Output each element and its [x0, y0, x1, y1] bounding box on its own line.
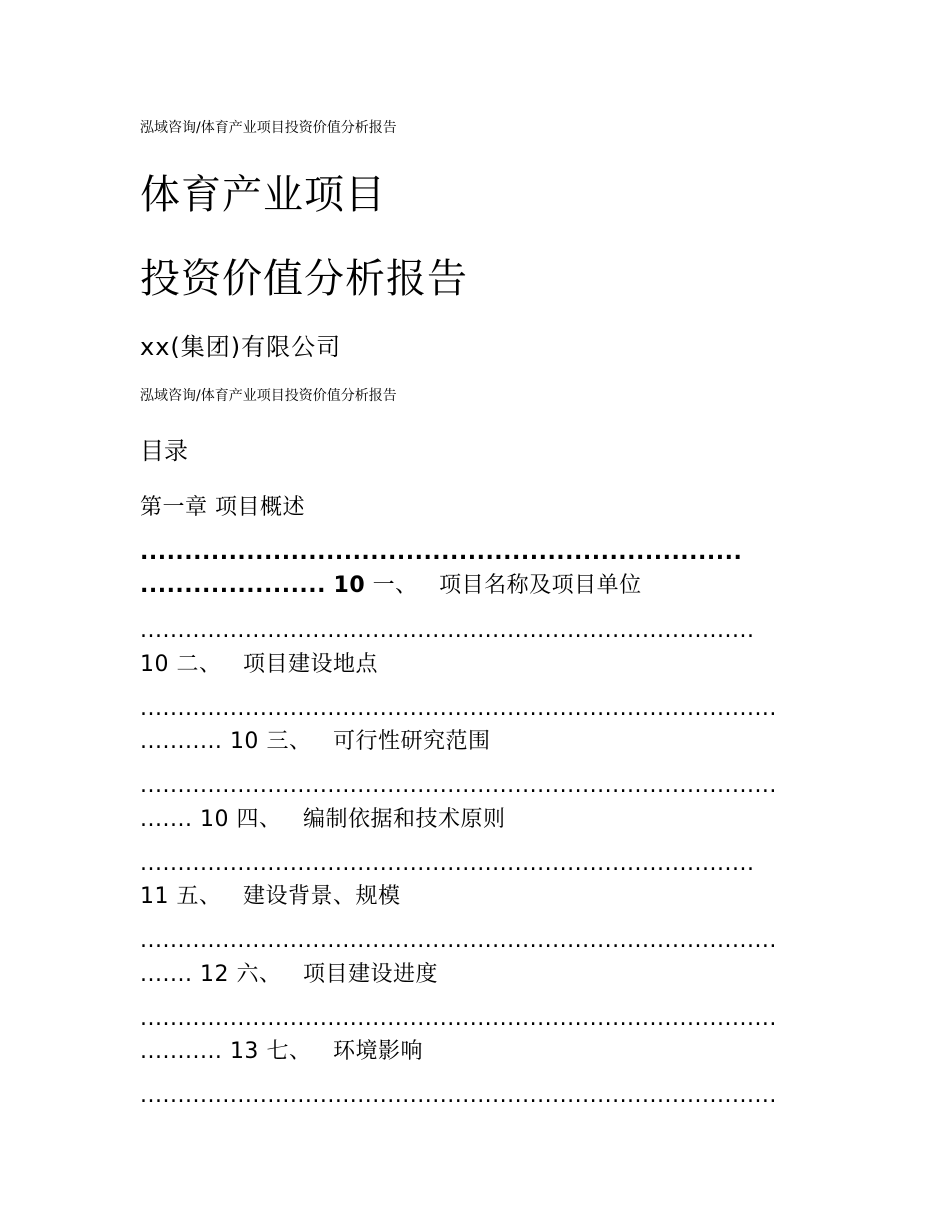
toc-entry-number: 六、: [236, 962, 282, 987]
toc-leader-dots: ..................................................................................: [140, 851, 755, 876]
toc-entry-3[interactable]: [140, 727, 490, 757]
toc-entry-text: 可行性研究范围: [332, 729, 491, 754]
running-header: 泓域咨询/体育产业项目投资价值分析报告: [140, 120, 397, 136]
cover-title-line-1: 体育产业项目: [140, 172, 386, 218]
toc-chapter-1: 第一章 项目概述: [140, 495, 305, 520]
toc-entry-2[interactable]: [140, 650, 378, 680]
toc-leader-dots: .......: [140, 807, 193, 832]
toc-running-header: 泓域咨询/体育产业项目投资价值分析报告: [140, 388, 397, 404]
toc-entry-text: 建设背景、规模: [243, 884, 401, 909]
toc-heading: 目录: [140, 437, 188, 465]
toc-entry-text: 环境影响: [332, 1039, 423, 1064]
toc-page-number: 10: [199, 807, 229, 832]
toc-leader-dots: .....................................................................................: [140, 696, 777, 721]
toc-page-number: 11: [140, 884, 169, 909]
toc-page-number: 10: [229, 729, 259, 754]
toc-entry-4[interactable]: [140, 805, 505, 835]
toc-leader-dots: ...........: [140, 1039, 223, 1064]
toc-entry-text: 编制依据和技术原则: [302, 807, 506, 832]
company-name: xx(集团)有限公司: [140, 333, 342, 361]
toc-entry-6[interactable]: [140, 960, 438, 990]
toc-leader-dots: ..................................................................................: [140, 618, 755, 643]
toc-entry-text: 项目建设地点: [243, 652, 379, 677]
toc-entry-text: 项目建设进度: [302, 962, 438, 987]
toc-leader-dots: .....................................................................................: [140, 773, 777, 798]
cover-title-line-2: 投资价值分析报告: [140, 256, 468, 302]
toc-entry-number: 五、: [176, 884, 222, 909]
toc-leader-dots: .....................: [140, 573, 327, 598]
toc-entry-number: 七、: [266, 1039, 312, 1064]
toc-page-number: 12: [199, 962, 229, 987]
toc-leader-dots: .....................................................................................: [140, 928, 777, 953]
toc-page-number: 13: [229, 1039, 259, 1064]
toc-page-number: 10: [140, 652, 169, 677]
toc-entry-5[interactable]: [140, 882, 401, 912]
toc-leader-dots: ....................................................................: [140, 540, 743, 565]
toc-entry-number: 二、: [176, 652, 222, 677]
toc-entry-1[interactable]: [140, 571, 642, 601]
toc-leader-dots: ...........: [140, 729, 223, 754]
toc-leader-dots: .....................................................................................: [140, 1083, 777, 1108]
toc-page-number: 10: [333, 573, 366, 598]
toc-entry-text: 项目名称及项目单位: [439, 573, 642, 598]
toc-leader-dots: .....................................................................................: [140, 1006, 777, 1031]
toc-leader-dots: .......: [140, 962, 193, 987]
toc-entry-number: 一、: [372, 573, 418, 598]
toc-entry-7[interactable]: [140, 1037, 423, 1067]
toc-entry-number: 三、: [266, 729, 312, 754]
toc-entry-number: 四、: [236, 807, 282, 832]
